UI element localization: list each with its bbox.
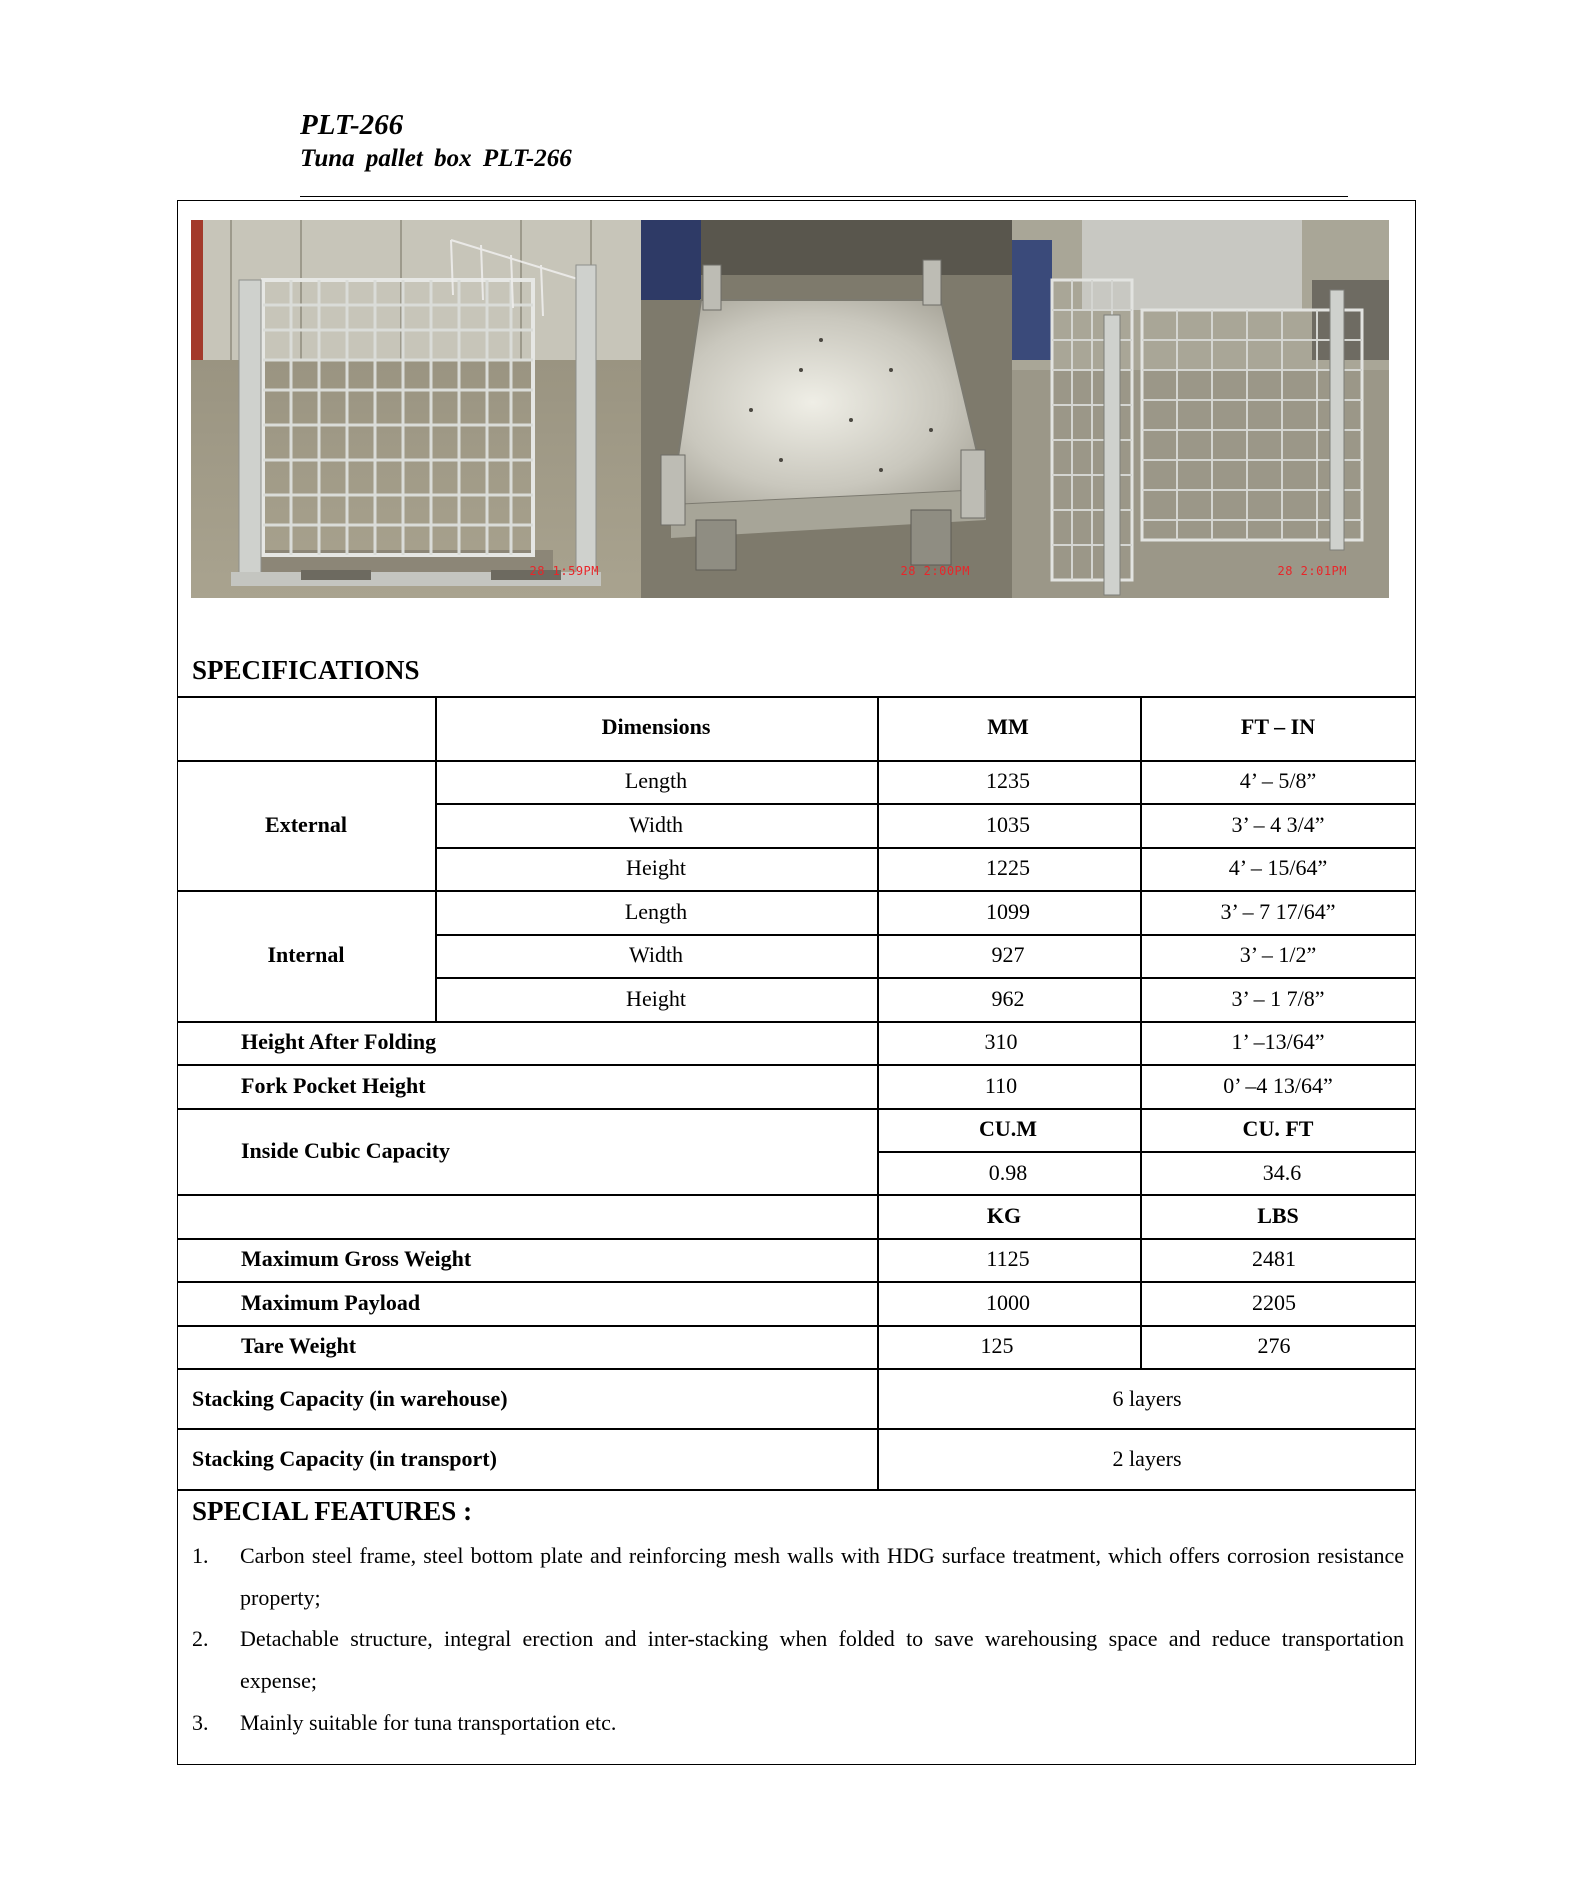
feature-text: Carbon steel frame, steel bottom plate and reinforcing mesh walls with HDG surface treatment, which offers corrosion resistance property; [240, 1543, 1404, 1610]
cubic-capacity-label: Inside Cubic Capacity [241, 1138, 451, 1163]
header-rule [300, 196, 1348, 197]
payload-label: Maximum Payload [241, 1290, 421, 1315]
gross-weight-lbs: 2481 [1252, 1246, 1296, 1271]
col-header-dimensions: Dimensions [601, 714, 711, 739]
internal-length-label: Length [624, 899, 688, 924]
table-rule [177, 1194, 1416, 1196]
photo-timestamp: 28 2:01PM [1277, 564, 1347, 578]
capacity-value-cum: 0.98 [988, 1160, 1028, 1185]
table-rule [435, 847, 1416, 849]
fork-pocket-mm: 110 [984, 1073, 1018, 1098]
folding-height-mm: 310 [984, 1029, 1018, 1054]
internal-height-mm: 962 [991, 986, 1025, 1011]
fork-pocket-ftin: 0’ –4 13/64” [1223, 1073, 1333, 1098]
external-length-mm: 1235 [986, 768, 1030, 793]
specifications-table [177, 696, 1416, 1493]
photo-timestamp: 28 1:59PM [529, 564, 599, 578]
col-header-ftin: FT – IN [1240, 714, 1316, 739]
photo-pallet-base [641, 220, 1012, 598]
weight-unit-lbs: LBS [1257, 1203, 1299, 1228]
external-length-ftin: 4’ – 5/8” [1239, 768, 1317, 793]
tare-weight-lbs: 276 [1257, 1333, 1291, 1358]
stacking-transport-value: 2 layers [1112, 1446, 1182, 1471]
feature-number: 2. [192, 1626, 209, 1651]
external-width-label: Width [628, 812, 684, 837]
table-rule [435, 934, 1416, 936]
capacity-unit-cum: CU.M [978, 1116, 1038, 1141]
pallet-base-illustration [641, 220, 1012, 598]
photo-folding-box [1012, 220, 1389, 598]
internal-width-label: Width [628, 942, 684, 967]
table-rule [1140, 696, 1142, 1368]
internal-width-ftin: 3’ – 1/2” [1239, 942, 1317, 967]
table-rule [177, 1064, 1416, 1066]
stacking-warehouse-value: 6 layers [1112, 1386, 1182, 1411]
document-header [300, 108, 572, 176]
table-rule [177, 1489, 1416, 1491]
internal-length-ftin: 3’ – 7 17/64” [1220, 899, 1336, 924]
feature-number: 1. [192, 1543, 209, 1568]
stacking-warehouse-label: Stacking Capacity (in warehouse) [192, 1386, 508, 1411]
table-rule [435, 803, 1416, 805]
table-rule [877, 1151, 1416, 1153]
internal-length-mm: 1099 [986, 899, 1030, 924]
table-rule [177, 1021, 1416, 1023]
folding-height-label: Height After Folding [241, 1029, 437, 1054]
folding-height-ftin: 1’ –13/64” [1231, 1029, 1325, 1054]
tare-weight-label: Tare Weight [241, 1333, 357, 1358]
capacity-value-cuft: 34.6 [1262, 1160, 1302, 1185]
external-width-mm: 1035 [986, 812, 1030, 837]
table-rule [177, 760, 1416, 762]
folding-box-illustration [1012, 220, 1389, 598]
payload-lbs: 2205 [1252, 1290, 1296, 1315]
table-rule [177, 1281, 1416, 1283]
external-width-ftin: 3’ – 4 3/4” [1231, 812, 1325, 837]
weight-unit-kg: KG [986, 1203, 1022, 1228]
table-rule [177, 1238, 1416, 1240]
external-length-label: Length [624, 768, 688, 793]
external-height-label: Height [626, 855, 686, 880]
table-rule [177, 1325, 1416, 1327]
table-rule [435, 977, 1416, 979]
table-rule [177, 696, 1416, 698]
feature-text: Mainly suitable for tuna transportation etc. [240, 1710, 617, 1735]
internal-label: Internal [267, 942, 345, 967]
product-photos [191, 220, 1389, 598]
feature-number: 3. [192, 1710, 209, 1735]
product-title: Tuna pallet box PLT-266 [300, 145, 572, 172]
stacking-transport-label: Stacking Capacity (in transport) [192, 1446, 497, 1471]
tare-weight-kg: 125 [980, 1333, 1014, 1358]
photo-timestamp: 28 2:00PM [900, 564, 970, 578]
feature-item [192, 1618, 1404, 1702]
external-label: External [265, 812, 347, 837]
table-rule [177, 1368, 1416, 1370]
specifications-title: SPECIFICATIONS [192, 655, 420, 685]
special-features-title: SPECIAL FEATURES : [192, 1496, 473, 1526]
product-code: PLT-266 [300, 109, 404, 141]
feature-item [192, 1535, 1404, 1619]
external-height-ftin: 4’ – 15/64” [1228, 855, 1328, 880]
capacity-unit-cuft: CU. FT [1242, 1116, 1314, 1141]
gross-weight-label: Maximum Gross Weight [241, 1246, 472, 1271]
table-rule [177, 1108, 1416, 1110]
fork-pocket-label: Fork Pocket Height [241, 1073, 426, 1098]
internal-width-mm: 927 [991, 942, 1025, 967]
table-rule [177, 890, 1416, 892]
table-rule [177, 1428, 1416, 1430]
assembled-box-illustration [191, 220, 641, 598]
external-height-mm: 1225 [986, 855, 1030, 880]
photo-assembled-box [191, 220, 641, 598]
table-rule [435, 696, 437, 1021]
feature-text: Detachable structure, integral erection and inter-stacking when folded to save warehousing space and reduce transportation expense; [240, 1626, 1404, 1693]
table-rule [877, 696, 879, 1489]
feature-item [192, 1702, 1404, 1744]
internal-height-ftin: 3’ – 1 7/8” [1231, 986, 1325, 1011]
payload-kg: 1000 [986, 1290, 1030, 1315]
internal-height-label: Height [626, 986, 686, 1011]
gross-weight-kg: 1125 [986, 1246, 1030, 1271]
col-header-mm: MM [987, 714, 1029, 739]
